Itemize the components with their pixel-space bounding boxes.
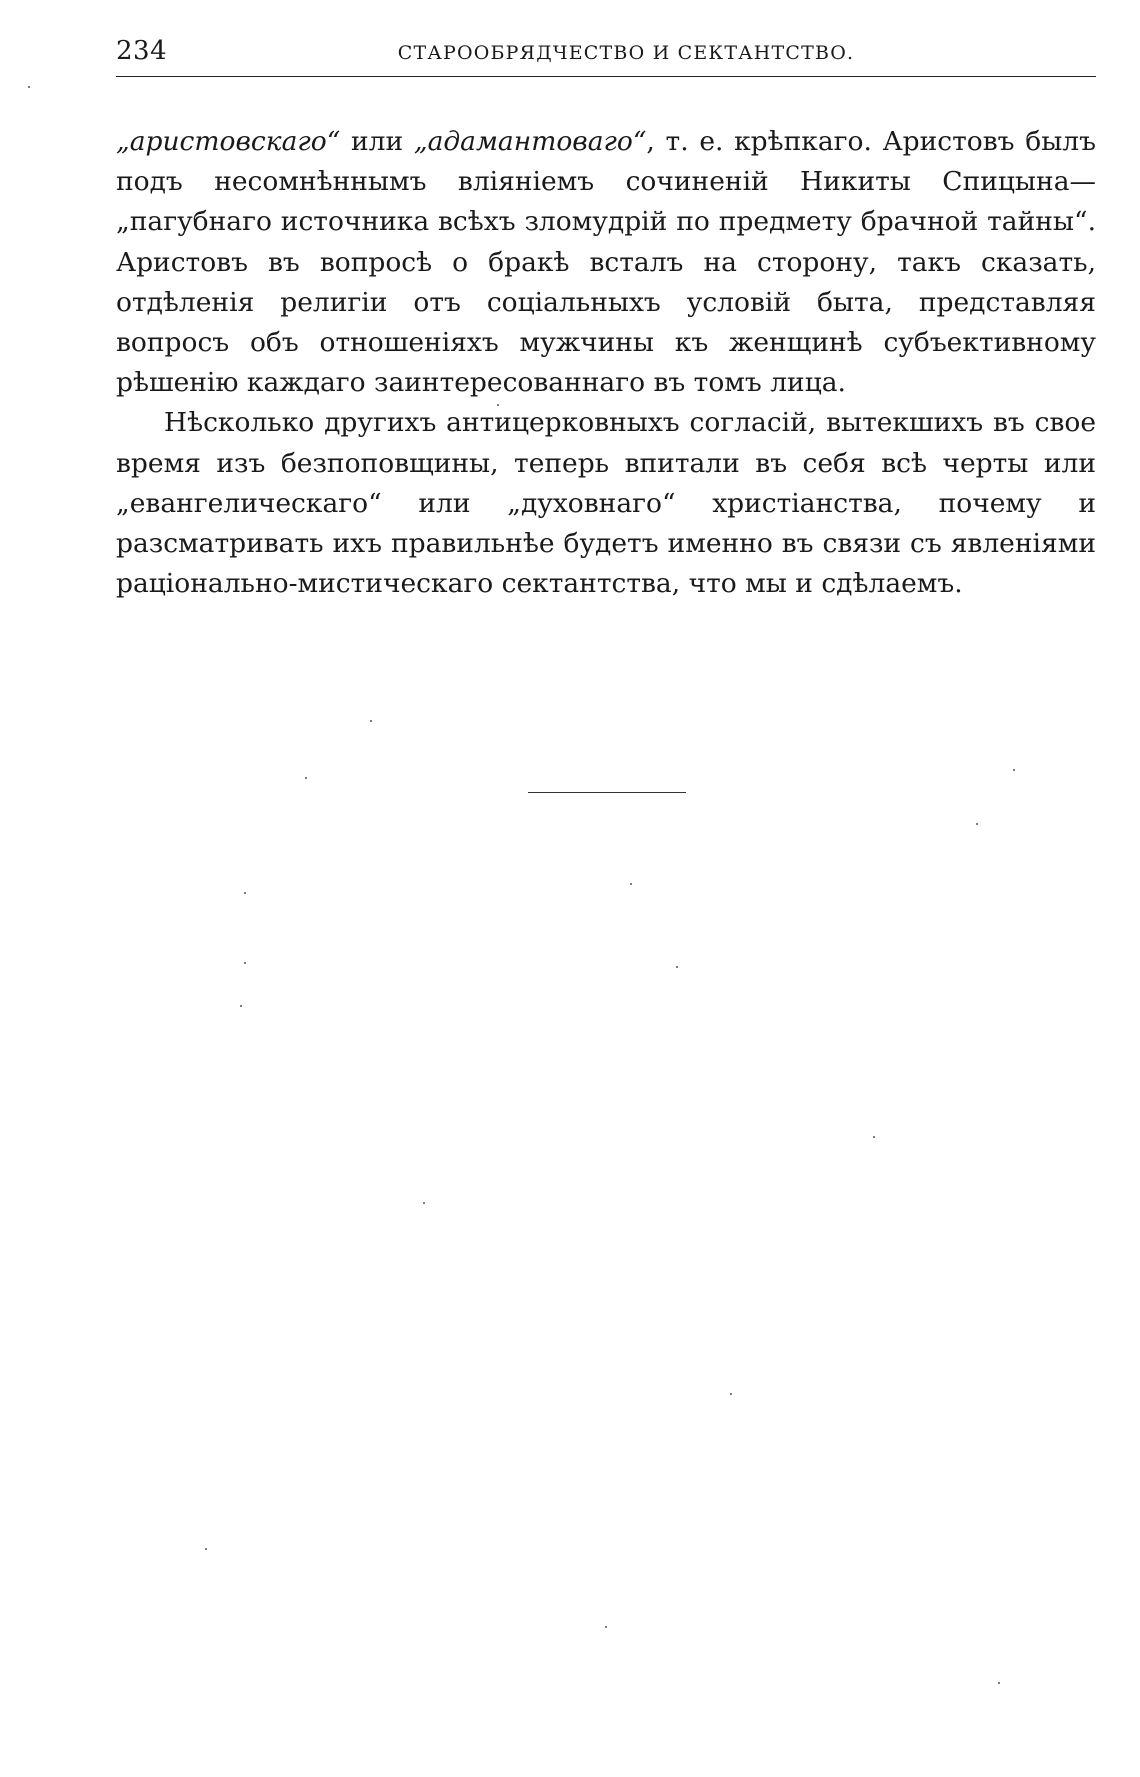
body-text — [116, 122, 1096, 604]
scan-speck — [28, 86, 30, 88]
scan-speck — [730, 1393, 732, 1395]
paragraph-1 — [116, 122, 1096, 403]
page-number: 234 — [116, 36, 168, 66]
scan-speck — [497, 404, 499, 406]
paragraph-1-text-b: , т. е. крѣпкаго. Аристовъ былъ подъ несомнѣннымъ вліяніемъ сочиненій Никиты Спицына—„пагубнаго источника всѣхъ зломудрій по предмету брачной тайны“. Аристовъ въ вопросѣ о бракѣ всталъ на сторону, такъ сказать, отдѣленія религіи отъ соціальныхъ условій быта, представляя вопросъ объ отношеніяхъ мужчины къ женщинѣ субъективному рѣшенію каждаго заинтересованнаго въ томъ лица. — [116, 126, 1096, 399]
scan-speck — [998, 1682, 1000, 1684]
paragraph-1-text-a: или — [340, 126, 414, 157]
paragraph-2: Нѣсколько другихъ антицерковныхъ согласій, вытекшихъ въ свое время изъ безпоповщины, теперь впитали въ себя всѣ черты или „евангелическаго“ или „духовнаго“ христіанства, почему и разсматривать ихъ правильнѣе будетъ именно въ связи съ явленіями раціонально-мистическаго сектантства, что мы и сдѣлаемъ. — [116, 407, 1096, 600]
scan-speck — [976, 823, 978, 825]
scan-speck — [244, 962, 246, 964]
italic-term-1: „аристовскаго“ — [116, 126, 341, 157]
scan-speck — [1013, 769, 1015, 771]
scan-speck — [205, 1548, 207, 1550]
scan-speck — [676, 966, 678, 968]
scan-speck — [244, 892, 246, 894]
scan-speck — [630, 883, 632, 885]
scan-speck — [605, 1626, 607, 1628]
header-rule — [116, 76, 1096, 77]
running-head: СТАРООБРЯДЧЕСТВО И СЕКТАНТСТВО. — [397, 42, 855, 64]
page-header — [116, 30, 1096, 74]
scan-speck — [240, 1005, 242, 1007]
scan-speck — [305, 777, 307, 779]
italic-term-2: „адамантоваго“ — [413, 126, 647, 157]
document-page — [116, 30, 1096, 600]
scan-speck — [370, 720, 372, 722]
scan-speck — [873, 1136, 875, 1138]
section-end-rule — [528, 792, 686, 793]
scan-speck — [423, 1202, 425, 1204]
